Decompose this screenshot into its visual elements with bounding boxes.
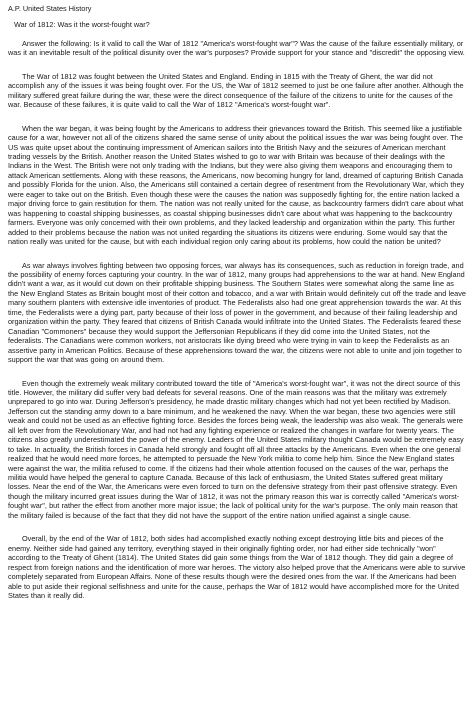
- intro-paragraph: The War of 1812 was fought between the United States and England. Ending in 1815 with the Treaty of Ghent, the war did not accomplish any of the issues it was being fought over. For the US, the War of 1812 seemed to just be one failure after another. Although the military suffered great failure during the war, these were the direct consequence of the failure of the citizens to unite for the causes of the war. Because of these failures, it is quite valid to call the War of 1812 "America's worst-fought war".: [8, 71, 464, 110]
- causes-paragraph: When the war began, it was being fought by the Americans to address their grievances toward the British. This seemed like a justifiable cause for a war, however not all of the citizens shared the same sense of unity about the political issues the war was being fought over. The US was quite upset about the continuing impressment of American sailors into the British Navy and the seizures of American merchant trading vessels by the British. Another reason the United States wished to go to war with Britain was because of their dealings with the Indians in the West. The British were not only trading with the Indians, but they were also giving them weapons and encouraging them to attack American settlements. Along with these reasons, the Americans, now becoming hungry for land, dreamed of capturing British Canada and possibly Florida for the union. Also, the Americans still contained a certain degree of resentment from the Revolutionary War, which they were eager to take out on the British. Even though these were the causes the nation was supposedly fighting for, the entire nation lacked a major driving force to gain restitution for them. The nation was not really united for the cause, as backcountry farmers didn't care about what was happening to coastal shipping businesses, as coastal shipping businesses didn't care about what was happening to the backcountry farmers. Everyone was only concerned with their own problems, and they lacked leadership and organization within the party. This further added to their problems because the nation was not united regarding the situations its citizens were enduring. Some would say that the nation really was united for the cause, but with each individual region only caring about its problems, how could the nation be united?: [8, 123, 465, 247]
- apprehensions-paragraph: As war always involves fighting between two opposing forces, war always has its consequences, such as reduction in foreign trade, and the possibility of enemy forces capturing your country. In the war of 1812, many groups had apprehensions to the war at hand. New England didn't want a war, as it would cut down on their profitable shipping business. The Southern States were somewhat along the same line as the New England States as Britain bought most of their cotton and tobacco, and a war with Britain would definitely cut off the trade and leave many southern planters with extensive idle inventories of product. The Federalists also had one great apprehension towards the war. At this time, the Federalists were a dying part, party because of their loss of power in the government, and because of their failing leadership and organization within the party. They feared that citizens of British Canada would infiltrate into the United States. The Federalists feared these Canadian "Commoners" because they would support the Jeffersonian Republicans if they did come into the United States, not the federalists. The Canadians were common workers, not aristocrats like dying breed who were trying in vain to keep the Federalists as an assertive party in American Politics. Because of these apprehensions toward the war, the citizens were not able to unite and join together to support the war that was going on around them.: [8, 260, 466, 365]
- conclusion-paragraph: Overall, by the end of the War of 1812, both sides had accomplished exactly nothing except destroying little bits and pieces of the enemy. Neither side had gained any territory, everything stayed in their originally fighting order, nor had either side technically "won" according to the Treaty of Ghent (1814). The United States did gain some things from the War of 1812 though. They did gain a degree of respect from foreign nations and the identification of more war heroes. The victory also helped prove that the Americans were able to survive completely separated from European Affairs. None of these results though were the desired ones from the war. If the Americans had been able to put aside their regional selfishness and unite for the cause, perhaps the War of 1812 would have accomplished more for the United States than it really did.: [8, 534, 466, 601]
- prompt-paragraph: Answer the following: Is it valid to call the War of 1812 "America's worst-fought war"? Was the cause of the failure essentially military, or was it an inevitable result of the political disunity over the war's purposes? Provide support for your stance and "discredit" the opposing view.: [8, 38, 465, 58]
- essay-title: War of 1812: Was it the worst-fought war?: [14, 20, 150, 30]
- course-header: A.P. United States History: [8, 4, 92, 13]
- military-paragraph: Even though the extremely weak military contributed toward the title of "America's worst-fought war", it was not the direct source of this title. However, the military did suffer very bad defeats for several reasons. One of the main reasons was that the military was extremely unprepared to go into war. During Jefferson's presidency, he made drastic military changes which had not yet been rectified by Madison. Jefferson cut the standing army down to a bare minimum, and he weakened the navy. When the war began, these two agencies were still weak and could not be used as an effective fighting force. Besides the forces being weak, the leadership was also weak. The generals were all left over from the Revolutionary War, and had not had any fighting experience or realized the changes in warfare for twenty years. The citizens also greatly underestimated the power of the enemy. Leaders of the United States military thought Canada would be extremely easy to take. In actuality, the British forces in Canada held strongly and fought off all three attacks by the Americans. Even when the one general realized that he would need more forces, he attempted to persuade the New York militia to come help him. Since the New England states were against the war, the militia refused to come. If the citizens had their whole attention focused on the causes of the war, perhaps the militia would have helped the general to capture Canada. Because of this lack of enthusiasm, the United States suffered great military losses. Near the end of the War, the Americans were even forced to turn on the defensive strategy from their past offensive strategy. Even though the military incurred great issues during the War of 1812, it was not the primary reason this war is correctly called "America's worst-fought war", but rather the effect from another more major issue; the lack of political unity for the war's purpose. The only main reason that the military failed is because of the fact that they did not have the support of the entire nation unified against a single cause.: [8, 378, 464, 520]
